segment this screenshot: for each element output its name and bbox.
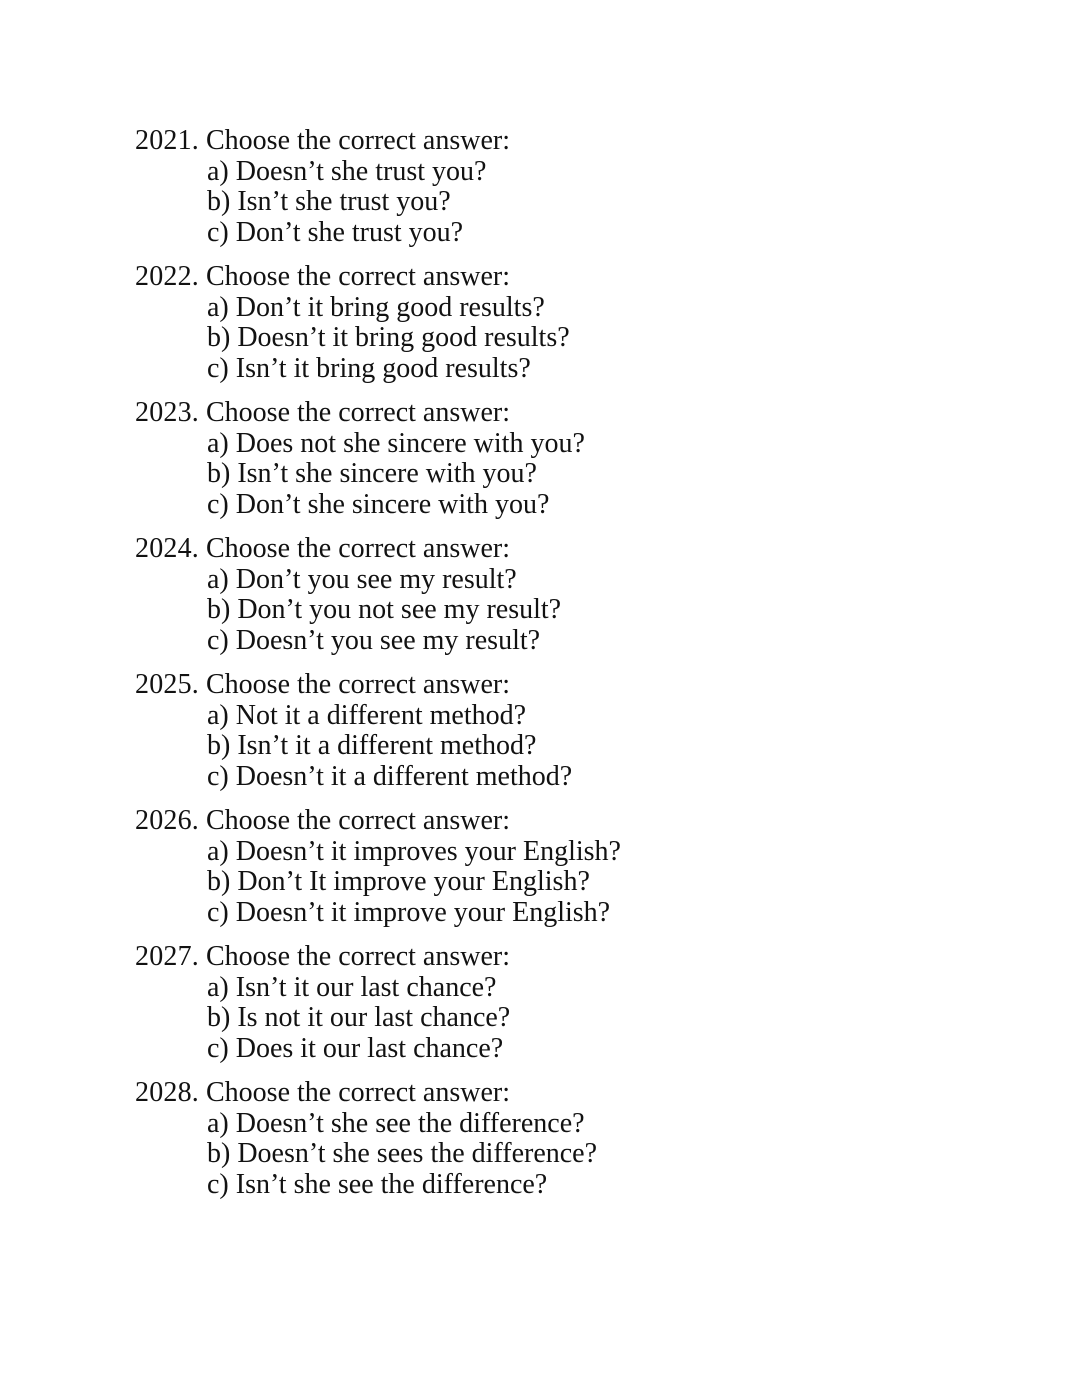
question-option: a) Don’t it bring good results?: [207, 291, 545, 323]
question-block: [135, 534, 1020, 656]
question-options: [135, 837, 1020, 929]
question-option: a) Doesn’t she see the difference?: [207, 1107, 585, 1139]
question-options: [135, 1109, 1020, 1201]
question-number: 2022.: [135, 261, 199, 292]
question-prompt: Choose the correct answer:: [206, 125, 510, 156]
question-option: b) Isn’t she sincere with you?: [207, 458, 537, 489]
question-block: [135, 942, 1020, 1064]
question-block: [135, 806, 1020, 928]
question-number: 2023.: [135, 397, 199, 428]
question-number: 2025.: [135, 669, 199, 700]
question-option: b) Don’t It improve your English?: [207, 866, 590, 897]
question-number: 2027.: [135, 941, 199, 972]
question-option: b) Isn’t it a different method?: [207, 730, 537, 761]
question-options: [135, 565, 1020, 657]
question-option: c) Doesn’t you see my result?: [207, 624, 541, 656]
question-prompt: Choose the correct answer:: [206, 1077, 510, 1108]
question-header: [135, 806, 1020, 837]
question-header: [135, 398, 1020, 429]
question-header: [135, 1078, 1020, 1109]
question-prompt: Choose the correct answer:: [206, 261, 510, 292]
question-option: a) Not it a different method?: [207, 699, 527, 731]
question-option: c) Doesn’t it improve your English?: [207, 896, 611, 928]
question-option: a) Don’t you see my result?: [207, 563, 517, 595]
question-option: c) Doesn’t it a different method?: [207, 760, 573, 792]
question-option: c) Does it our last chance?: [207, 1032, 504, 1064]
question-options: [135, 293, 1020, 385]
question-header: [135, 126, 1020, 157]
question-prompt: Choose the correct answer:: [206, 397, 510, 428]
question-block: [135, 262, 1020, 384]
question-option: b) Doesn’t it bring good results?: [207, 322, 570, 353]
question-option: c) Don’t she sincere with you?: [207, 488, 550, 520]
question-prompt: Choose the correct answer:: [206, 533, 510, 564]
question-option: c) Don’t she trust you?: [207, 216, 464, 248]
question-number: 2028.: [135, 1077, 199, 1108]
question-prompt: Choose the correct answer:: [206, 669, 510, 700]
question-options: [135, 429, 1020, 521]
question-header: [135, 670, 1020, 701]
question-number: 2021.: [135, 125, 199, 156]
question-list: [135, 126, 1020, 1200]
question-option: c) Isn’t she see the difference?: [207, 1168, 548, 1200]
question-number: 2026.: [135, 805, 199, 836]
question-option: a) Doesn’t she trust you?: [207, 155, 487, 187]
question-header: [135, 534, 1020, 565]
question-block: [135, 1078, 1020, 1200]
question-block: [135, 398, 1020, 520]
question-number: 2024.: [135, 533, 199, 564]
question-options: [135, 701, 1020, 793]
question-block: [135, 126, 1020, 248]
question-block: [135, 670, 1020, 792]
question-header: [135, 942, 1020, 973]
question-option: b) Is not it our last chance?: [207, 1002, 511, 1033]
question-option: a) Does not she sincere with you?: [207, 427, 585, 459]
question-options: [135, 973, 1020, 1065]
question-option: a) Doesn’t it improves your English?: [207, 835, 621, 867]
question-prompt: Choose the correct answer:: [206, 805, 510, 836]
question-header: [135, 262, 1020, 293]
question-option: a) Isn’t it our last chance?: [207, 971, 497, 1003]
question-prompt: Choose the correct answer:: [206, 941, 510, 972]
question-option: b) Doesn’t she sees the difference?: [207, 1138, 598, 1169]
question-option: b) Isn’t she trust you?: [207, 186, 451, 217]
question-options: [135, 157, 1020, 249]
question-option: c) Isn’t it bring good results?: [207, 352, 531, 384]
question-option: b) Don’t you not see my result?: [207, 594, 562, 625]
